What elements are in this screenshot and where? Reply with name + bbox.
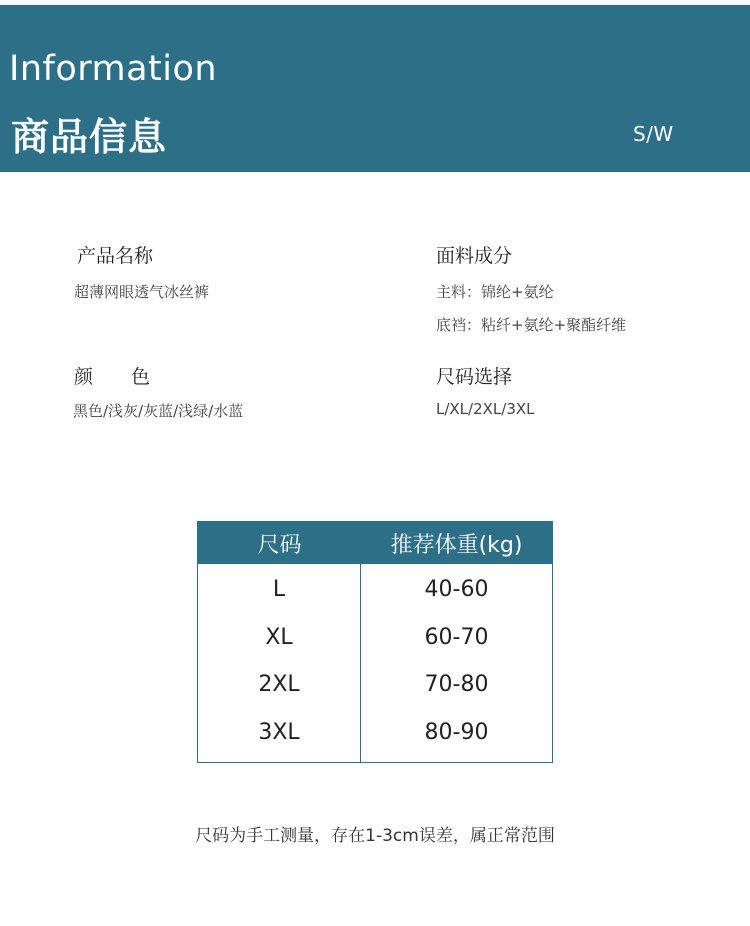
info-value: L/XL/2XL/3XL (436, 400, 535, 418)
info-product-name (74, 241, 210, 302)
info-value: 底裆：粘纤+氨纶+聚酯纤维 (436, 316, 627, 334)
info-color (74, 362, 243, 421)
table-cell-weight: 80-90 (424, 719, 489, 745)
size-column (198, 564, 361, 762)
table-cell-size: L (272, 577, 286, 603)
table-cell-size: 3XL (258, 719, 300, 745)
info-title: 面料成分 (436, 245, 513, 267)
info-value: 主料：锦纶+氨纶 (436, 283, 554, 301)
info-title: 产品名称 (77, 245, 154, 267)
table-cell-size: XL (265, 624, 293, 650)
weight-column (361, 564, 552, 762)
table-cell-weight: 60-70 (424, 624, 489, 650)
table-body (198, 564, 552, 762)
header-tag: S/W (633, 122, 674, 146)
header-banner (0, 5, 750, 172)
header-title-en: Information (9, 49, 218, 89)
info-title: 颜 色 (74, 366, 151, 388)
table-cell-size: 2XL (258, 672, 300, 698)
header-title-cn: 商品信息 (11, 115, 168, 159)
table-header (198, 522, 552, 564)
table-header-weight: 推荐体重(kg) (390, 532, 523, 558)
table-cell-weight: 40-60 (424, 577, 489, 603)
info-value: 黑色/浅灰/灰蓝/浅绿/水蓝 (73, 402, 244, 420)
table-cell-weight: 70-80 (424, 672, 489, 698)
footnote: 尺码为手工测量，存在1-3cm误差，属正常范围 (195, 826, 555, 846)
size-table (197, 521, 553, 763)
info-value: 超薄网眼透气冰丝裤 (74, 283, 210, 301)
info-size (436, 362, 535, 418)
info-fabric (436, 241, 626, 335)
table-header-size: 尺码 (257, 532, 302, 558)
info-title: 尺码选择 (436, 366, 513, 388)
